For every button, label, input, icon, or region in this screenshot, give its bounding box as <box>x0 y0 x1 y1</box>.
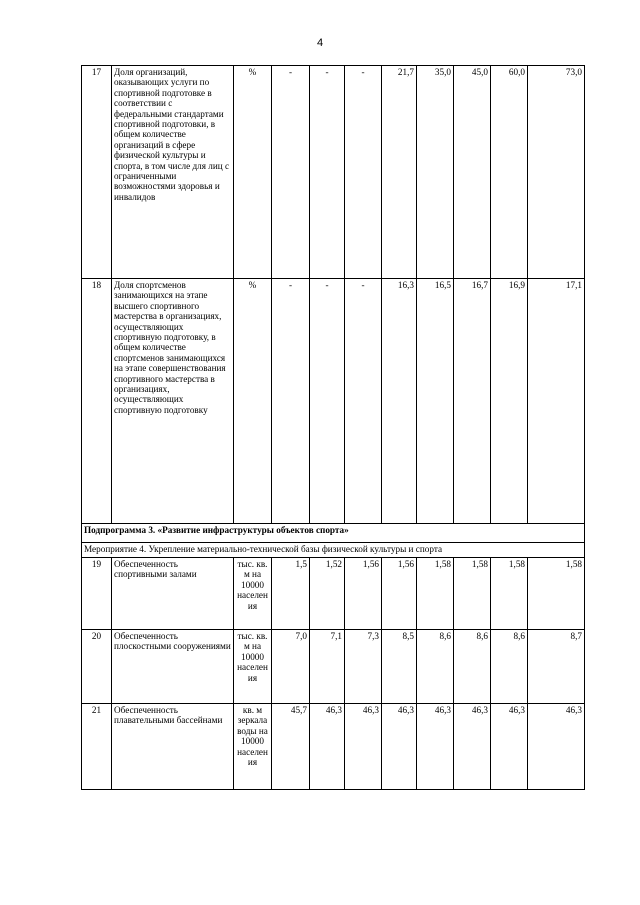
indicator-name: Обеспеченность спортивными залами <box>112 558 234 630</box>
table-row <box>82 704 585 790</box>
value-cell: 1,58 <box>491 558 528 630</box>
indicators-table <box>81 65 585 790</box>
value-cell: 1,58 <box>454 558 491 630</box>
value-cell: - <box>345 279 382 524</box>
value-cell: 8,6 <box>454 630 491 704</box>
value-cell: 46,3 <box>310 704 345 790</box>
value-cell: 60,0 <box>491 66 528 279</box>
value-cell: 17,1 <box>528 279 585 524</box>
value-cell: 46,3 <box>454 704 491 790</box>
value-cell: - <box>310 279 345 524</box>
value-cell: 16,9 <box>491 279 528 524</box>
indicator-name: Обеспеченность плоскостными сооружениями <box>112 630 234 704</box>
unit-cell: кв. м зеркала воды на 10000 населения <box>234 704 272 790</box>
value-cell: 8,7 <box>528 630 585 704</box>
value-cell: 1,58 <box>417 558 454 630</box>
value-cell: 7,0 <box>272 630 310 704</box>
value-cell: 8,5 <box>382 630 417 704</box>
value-cell: 35,0 <box>417 66 454 279</box>
value-cell: 46,3 <box>345 704 382 790</box>
value-cell: 45,0 <box>454 66 491 279</box>
row-number: 18 <box>82 279 112 524</box>
value-cell: 21,7 <box>382 66 417 279</box>
value-cell: - <box>272 66 310 279</box>
value-cell: 46,3 <box>528 704 585 790</box>
value-cell: 16,5 <box>417 279 454 524</box>
row-number: 21 <box>82 704 112 790</box>
unit-cell: % <box>234 279 272 524</box>
table-row <box>82 524 585 543</box>
page-number: 4 <box>316 37 324 49</box>
subprogram-title: Подпрограмма 3. «Развитие инфраструктуры объектов спорта» <box>82 524 585 543</box>
value-cell: - <box>345 66 382 279</box>
value-cell: 16,7 <box>454 279 491 524</box>
indicator-name: Обеспеченность плавательными бассейнами <box>112 704 234 790</box>
row-number: 20 <box>82 630 112 704</box>
table-row <box>82 558 585 630</box>
row-number: 19 <box>82 558 112 630</box>
value-cell: - <box>272 279 310 524</box>
value-cell: 73,0 <box>528 66 585 279</box>
row-number: 17 <box>82 66 112 279</box>
table-row <box>82 279 585 524</box>
value-cell: 1,58 <box>528 558 585 630</box>
value-cell: 8,6 <box>491 630 528 704</box>
value-cell: 1,56 <box>382 558 417 630</box>
indicator-name: Доля спортсменов занимающихся на этапе высшего спортивного мастерства в организациях, осуществляющих спортивную подготовку, в общем количестве спортсменов занимающихся на этапе совершенствования спортивного мастерства в организациях, осуществляющих спортивную подготовку <box>112 279 234 524</box>
value-cell: 7,1 <box>310 630 345 704</box>
unit-cell: % <box>234 66 272 279</box>
value-cell: - <box>310 66 345 279</box>
value-cell: 7,3 <box>345 630 382 704</box>
table-row <box>82 66 585 279</box>
value-cell: 1,52 <box>310 558 345 630</box>
indicator-name: Доля организаций, оказывающих услуги по спортивной подготовке в соответствии с федеральными стандартами спортивной подготовки, в общем количестве организаций в сфере физической культуры и спорта, в том числе для лиц с ограниченными возможностями здоровья и инвалидов <box>112 66 234 279</box>
value-cell: 45,7 <box>272 704 310 790</box>
value-cell: 46,3 <box>491 704 528 790</box>
value-cell: 1,56 <box>345 558 382 630</box>
unit-cell: тыс. кв. м на 10000 населения <box>234 558 272 630</box>
table-row <box>82 630 585 704</box>
unit-cell: тыс. кв. м на 10000 населения <box>234 630 272 704</box>
table-row <box>82 543 585 558</box>
value-cell: 8,6 <box>417 630 454 704</box>
value-cell: 1,5 <box>272 558 310 630</box>
value-cell: 16,3 <box>382 279 417 524</box>
value-cell: 46,3 <box>382 704 417 790</box>
measure-title: Мероприятие 4. Укрепление материально-технической базы физической культуры и спорта <box>82 543 585 558</box>
value-cell: 46,3 <box>417 704 454 790</box>
